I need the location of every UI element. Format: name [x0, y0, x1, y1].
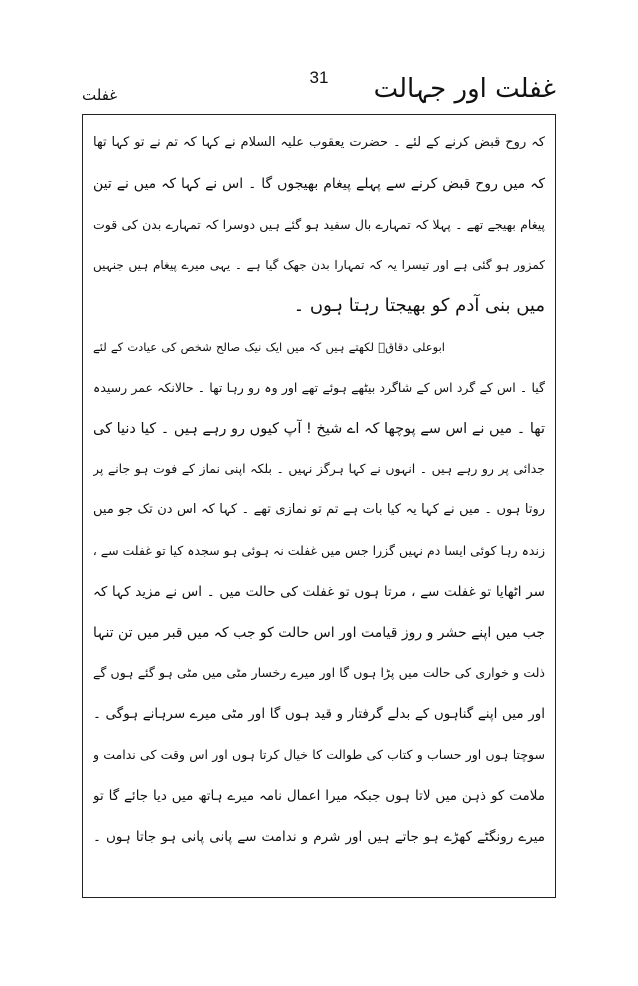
- text-line: سر اٹھایا تو غفلت سے ، مرتا ہوں تو غفلت کی حالت میں ۔ اس نے مزید کہا کہ: [93, 583, 545, 600]
- text-line: اور میں اپنے گناہوں کے بدلے گرفتار و قید ہوں گا اور مٹی میرے سرہانے ہوگی ۔: [93, 706, 545, 723]
- text-line: میں بنی آدم کو بھیجتا رہتا ہوں ۔: [293, 295, 545, 317]
- text-line: روتا ہوں ۔ میں نے کہا یہ کیا بات ہے تم تو نمازی تھے ۔ کہا کہ اس دن تک جو میں: [93, 502, 545, 518]
- text-line: تھا ۔ میں نے اس سے پوچھا کہ اے شیخ ! آپ کیوں رو رہے ہیں ۔ کیا دنیا کی: [93, 420, 545, 437]
- text-line: ملامت کو ذہن میں لاتا ہوں جبکہ میرا اعمال نامہ میرے ہاتھ میں دیا جائے گا تو: [93, 787, 545, 804]
- chapter-title: غفلت اور جہالت: [373, 74, 556, 104]
- text-line: میرے رونگٹے کھڑے ہو جاتے ہیں اور شرم و ندامت سے پانی پانی ہو جاتا ہوں ۔: [93, 828, 545, 845]
- text-line: جدائی پر رو رہے ہیں ۔ انہوں نے کہا ہرگز نہیں ۔ بلکہ اپنی نماز کے فوت ہو جانے پر: [93, 461, 545, 477]
- text-line: کہ میں روح قبض کرنے سے پہلے پیغام بھیجوں گا ۔ اس نے کہا کہ میں نے تین: [93, 175, 545, 192]
- text-line: زندہ رہا کوئی ایسا دم نہیں گزرا جس میں غفلت نہ ہوئی ہو سجدہ کیا تو غفلت سے ،: [93, 542, 545, 558]
- text-line: کہ روح قبض کرنے کے لئے ۔ حضرت یعقوب علیہ السلام نے کہا کہ تم نے تو کہا تھا: [93, 135, 545, 150]
- text-line: ابوعلی دقاقؒ لکھتے ہیں کہ میں ایک نیک صالح شخص کی عیادت کے لئے: [93, 339, 445, 354]
- text-line: سوچتا ہوں اور حساب و کتاب کی طوالت کا خیال کرتا ہوں اور اس وقت کی ندامت و: [93, 746, 545, 762]
- text-line: گیا ۔ اس کے گرد اس کے شاگرد بیٹھے ہوئے تھے اور وہ رو رہا تھا ۔ حالانکہ عمر رسیدہ: [93, 379, 545, 395]
- text-line: ذلت و خواری کی حالت میں پڑا ہوں گا اور میرے رخسار مٹی میں مٹی ہو گئے ہوں گے: [93, 665, 545, 681]
- running-head: غفلت: [82, 86, 118, 104]
- text-frame: [82, 114, 556, 898]
- page-header: [82, 68, 556, 108]
- page-number: 31: [309, 68, 329, 87]
- text-line: پیغام بھیجے تھے ۔ پہلا کہ تمہارے بال سفید ہو گئے ہیں دوسرا کہ تمہارے بدن کی قوت: [93, 216, 545, 232]
- text-line: جب میں اپنے حشر و روز قیامت اور اس حالت کو جب کہ میں قبر میں تن تنہا: [93, 624, 545, 641]
- body-text: [93, 123, 545, 857]
- text-line: کمزور ہو گئی ہے اور تیسرا یہ کہ تمہارا بدن جھک گیا ہے ۔ یہی میرے پیغام ہیں جنہیں: [93, 258, 545, 273]
